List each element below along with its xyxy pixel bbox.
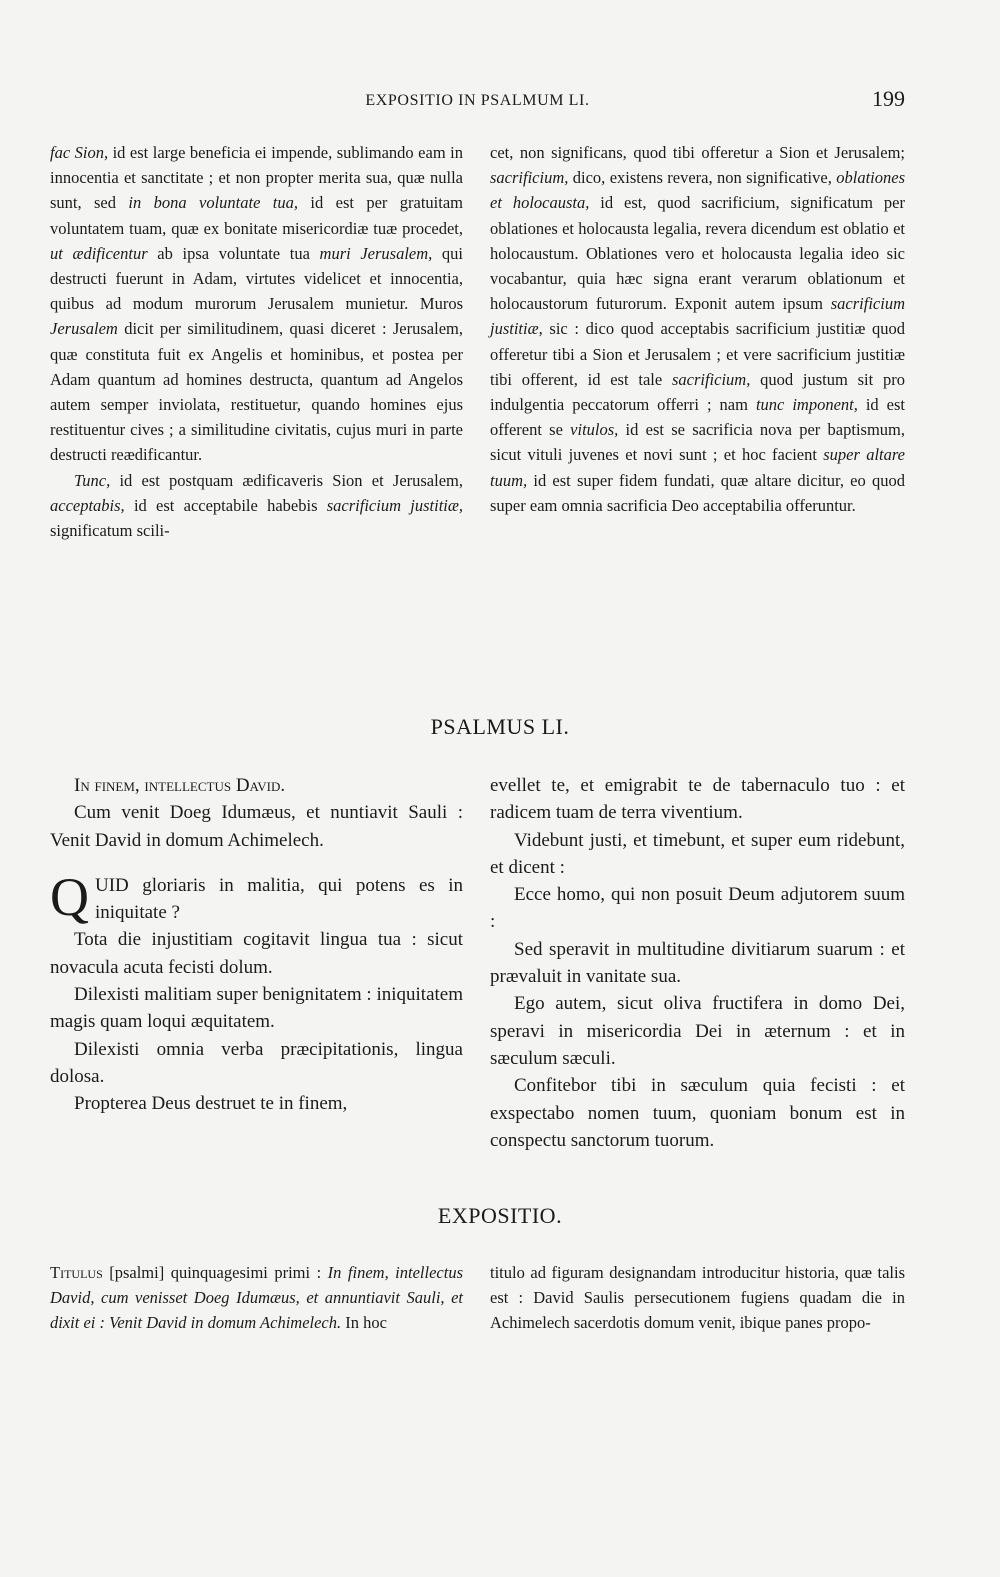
lemma: sacrificium, [490,168,569,188]
lemma: Jerusalem [50,319,118,339]
gloss-text: cet, non significans, quod tibi offeretur a Sion et Jerusalem; [490,143,905,162]
running-title: EXPOSITIO IN PSALMUM LI. [365,92,590,109]
lemma: vitulos, [570,420,619,440]
lemma: super altare tuum, [490,445,905,490]
psalm-verse: Sed speravit in multitudine divitiarum suarum : et prævaluit in vanitate sua. [490,938,905,988]
gloss-text: id est per gratuitam voluntatem tuam, quæ ex bonitate misericordiæ tuæ procedet, [50,193,464,238]
gloss-text: id est offerent se [490,395,905,440]
expositio-heading: EXPOSITIO. [437,1203,563,1228]
lemma: in bona voluntate tua, [128,193,299,213]
psalm-verse: Videbunt justi, et timebunt, et super eum ridebunt, et dicent : [490,829,905,878]
gloss-text: significatum scili- [50,521,170,541]
commentary-paragraph [50,140,463,468]
running-header [50,86,905,116]
psalm-title-line [50,772,463,799]
gloss-text: id est postquam ædificaveris Sion et Jerusalem, [110,470,463,490]
lemma: sacrificium, [671,369,751,389]
page-number: 199 [872,86,905,111]
psalm-verse: Ego autem, sicut oliva fructifera in domo Dei, speravi in misericordia Dei in æternum : et in sæculum sæculi. [490,993,905,1069]
lemma: In finem, intellectus David, cum venisset Doeg Idumæus, et annuntiavit Sauli, et dixit ei : Venit David in domum Achimelech. [50,1263,463,1333]
lemma: fac Sion, [50,143,109,162]
gloss-text: id est super fidem fundati, quæ altare dicitur, eo quod super eam omnia sacrificia Deo acceptabilia offeruntur. [490,470,905,515]
lemma: acceptabis, [50,495,125,515]
gloss-text: In hoc [341,1313,387,1333]
commentary-paragraph: titulo ad figuram designandam introducitur historia, quæ talis est : David Saulis persecutionem fugiens quadam die in Achimelech sacerdotis domum venit, ibique panes propo- [490,1263,905,1333]
gloss-text: ab ipsa voluntate tua [147,243,320,263]
commentary-top-right [490,140,905,518]
gloss-text: id est acceptabile habebis [124,495,327,515]
lemma: muri Jerusalem, [319,243,433,263]
psalm-verse: evellet te, et emigrabit te de tabernaculo tuo : et radicem tuam de terra viventium. [490,775,905,824]
psalm-verse: Dilexisti omnia verba præcipitationis, lingua dolosa. [50,1038,463,1087]
psalm-title-line: Cum venit Doeg Idumæus, et nuntiavit Sauli : Venit David in domum Achimelech. [50,802,463,851]
psalm-verse: Confitebor tibi in sæculum quia fecisti : et exspectabo nomen tuum, quoniam bonum est in conspectu sanctorum tuorum. [490,1075,905,1151]
gloss-text: id est, quod sacrificium, significatum per oblationes et holocausta legalia, revera dicendum est oblatio et holocaustum. Oblationes vero et holocausta legalia ideo sic vocabantur, quia hæc signa erant verarum oblationum et holocaustorum futurorum. Exponit autem ipsum [490,193,905,314]
drop-cap: Q [50,866,89,927]
psalm-verse [50,866,463,927]
psalm-left-column [50,772,463,1118]
psalm-verse: Propterea Deus destruet te in finem, [74,1093,348,1115]
lemma: ut ædificentur [50,243,148,263]
gloss-text: quod justum sit pro indulgentia peccatorum offerri ; nam [490,369,905,415]
gloss-text: id est se sacrificia nova per baptismum, sicut vituli juvenes et novi sunt ; et hoc facient [490,420,905,465]
lemma: Tunc, [74,470,111,490]
gloss-text: dico, existens revera, non significative, [568,168,837,188]
lemma: sacrificium justitiæ, [490,294,905,339]
psalm-verse: Tota die injustitiam cogitavit lingua tua : sicut novacula acuta fecisti dolum. [50,929,463,978]
lemma: oblationes et holocausta, [490,168,905,213]
psalm-right-column [490,772,905,1154]
gloss-text: [psalmi] quinquagesimi primi : [102,1263,328,1282]
psalm-heading: PSALMUS LI. [430,714,570,739]
gloss-text: qui destructi fuerunt in Adam, virtutes videlicet et innocentia, quibus ad modum murorum Jerusalem munietur. Muros [50,243,464,314]
commentary-paragraph [490,140,905,518]
gloss-text: sic : dico quod acceptabis sacrificium justitiæ quod offeretur tibi a Sion et Jerusalem ; et vere sacrificium justitiæ tibi offerent, id est tale [490,319,905,389]
small-caps-word: Titulus [50,1263,103,1282]
verse-text: UID gloriaris in malitia, qui potens es in iniquitate ? [95,874,463,924]
commentary-paragraph [50,468,463,544]
lemma: tunc imponent, [755,395,858,415]
commentary-bottom-right [490,1260,905,1336]
commentary-top-left [50,140,463,543]
gloss-text: dicit per similitudinem, quasi diceret : Jerusalem, quæ constituta fuit ex Angelis et hominibus, et postea per Adam quantum ad homines destructa, quantum ad Angelos autem semper inviolata, restituetur, quando homines ejus restituentur cives ; a similitudine civitatis, cujus muri in parte destructi reædificantur. [50,319,463,465]
commentary-bottom-left [50,1260,463,1336]
lemma: sacrificium justitiæ, [326,495,463,515]
gloss-text: id est large beneficia ei impende, sublimando eam in innocentia et sanctitate ; et non propter merita sua, quæ nulla sunt, sed [50,143,463,213]
psalm-verse: Ecce homo, qui non posuit Deum adjutorem suum : [490,884,905,933]
psalm-verse: Dilexisti malitiam super benignitatem : iniquitatem magis quam loqui æquitatem. [50,984,463,1033]
commentary-paragraph [50,1260,463,1336]
psalm-title-text: In finem, intellectus David. [74,775,286,796]
